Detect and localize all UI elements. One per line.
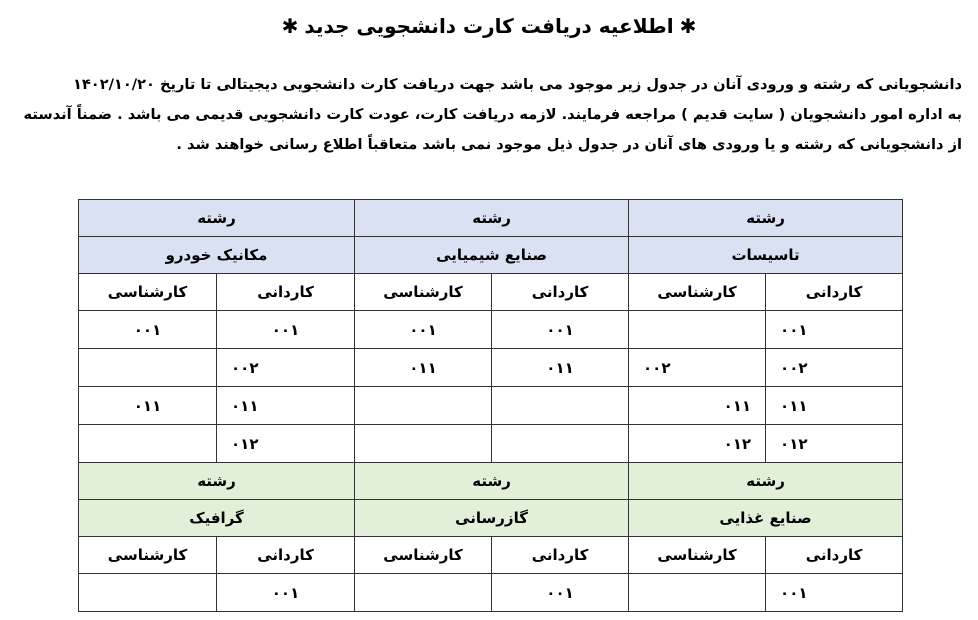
entry-code-cell: ۰۱۱	[217, 387, 355, 425]
entry-code-cell: ۰۰۱	[766, 574, 903, 612]
announcement-paragraph	[16, 70, 962, 160]
entry-code-cell	[492, 425, 629, 463]
table-block-2	[79, 463, 903, 612]
degree-level-cell: کارشناسی	[355, 274, 492, 311]
major-label-cell: رشته	[355, 200, 629, 237]
entry-code-cell: ۰۱۱	[766, 387, 903, 425]
entry-code-cell	[355, 574, 492, 612]
star-icon: ✱	[281, 14, 299, 38]
major-name-cell: تاسیسات	[629, 237, 903, 274]
major-name-cell: صنایع غذایی	[629, 500, 903, 537]
degree-level-cell: کاردانی	[766, 274, 903, 311]
major-label-cell: رشته	[629, 200, 903, 237]
major-name-row	[79, 500, 903, 537]
entry-code-cell: ۰۰۱	[217, 311, 355, 349]
entry-code-cell: ۰۰۲	[217, 349, 355, 387]
star-icon: ✱	[679, 14, 697, 38]
entry-code-cell	[79, 574, 217, 612]
table-row	[79, 311, 903, 349]
major-label-cell: رشته	[79, 463, 355, 500]
table-row	[79, 574, 903, 612]
entry-code-cell: ۰۱۱	[492, 349, 629, 387]
majors-table	[78, 199, 903, 612]
entry-code-cell: ۰۱۲	[217, 425, 355, 463]
major-name-cell: صنایع شیمیایی	[355, 237, 629, 274]
entry-code-cell: ۰۱۱	[629, 387, 766, 425]
paragraph-line: از دانشجویانی که رشته و یا ورودی های آنان در جدول ذیل موجود نمی باشد متعاقباً اطلاع رسانی خواهند شد .	[176, 136, 962, 153]
entry-code-cell: ۰۱۲	[766, 425, 903, 463]
entry-code-cell: ۰۰۱	[355, 311, 492, 349]
major-label-cell: رشته	[79, 200, 355, 237]
major-name-cell: گازرسانی	[355, 500, 629, 537]
entry-code-cell: ۰۰۱	[79, 311, 217, 349]
table-block-1	[79, 200, 903, 463]
entry-code-cell: ۰۰۱	[492, 311, 629, 349]
degree-level-cell: کارشناسی	[629, 274, 766, 311]
entry-code-cell: ۰۱۱	[355, 349, 492, 387]
degree-level-cell: کاردانی	[217, 274, 355, 311]
degree-level-cell: کاردانی	[217, 537, 355, 574]
major-label-cell: رشته	[629, 463, 903, 500]
entry-code-cell: ۰۰۲	[766, 349, 903, 387]
entry-code-cell: ۰۰۱	[492, 574, 629, 612]
degree-level-cell: کاردانی	[492, 274, 629, 311]
entry-code-cell	[355, 425, 492, 463]
major-label-row	[79, 463, 903, 500]
entry-code-cell: ۰۱۱	[79, 387, 217, 425]
entry-code-cell: ۰۰۱	[766, 311, 903, 349]
table-row	[79, 387, 903, 425]
major-name-cell: گرافیک	[79, 500, 355, 537]
major-name-cell: مکانیک خودرو	[79, 237, 355, 274]
entry-code-cell	[492, 387, 629, 425]
paragraph-line: دانشجویانی که رشته و ورودی آنان در جدول زیر موجود می باشد جهت دریافت کارت دانشجویی دیجیتالی تا تاریخ ۱۴۰۲/۱۰/۲۰	[72, 76, 962, 93]
degree-level-cell: کاردانی	[766, 537, 903, 574]
major-label-row	[79, 200, 903, 237]
degree-level-cell: کارشناسی	[79, 274, 217, 311]
entry-code-cell: ۰۰۲	[629, 349, 766, 387]
title-text: اطلاعیه دریافت کارت دانشجویی جدید	[304, 14, 674, 38]
degree-level-cell: کاردانی	[492, 537, 629, 574]
table-row	[79, 349, 903, 387]
degree-level-cell: کارشناسی	[629, 537, 766, 574]
entry-code-cell	[79, 349, 217, 387]
announcement-title	[0, 10, 978, 42]
degree-level-cell: کارشناسی	[355, 537, 492, 574]
major-name-row	[79, 237, 903, 274]
entry-code-cell: ۰۰۱	[217, 574, 355, 612]
major-label-cell: رشته	[355, 463, 629, 500]
entry-code-cell	[629, 311, 766, 349]
entry-code-cell	[629, 574, 766, 612]
table-row	[79, 425, 903, 463]
entry-code-cell	[355, 387, 492, 425]
entry-code-cell: ۰۱۲	[629, 425, 766, 463]
entry-code-cell	[79, 425, 217, 463]
degree-level-row	[79, 537, 903, 574]
paragraph-line: به اداره امور دانشجویان ( سایت قدیم ) مراجعه فرمایند. لازمه دریافت کارت، عودت کارت دانشجویی قدیمی می باشد . ضمناً آندسته	[23, 106, 962, 123]
degree-level-row	[79, 274, 903, 311]
degree-level-cell: کارشناسی	[79, 537, 217, 574]
